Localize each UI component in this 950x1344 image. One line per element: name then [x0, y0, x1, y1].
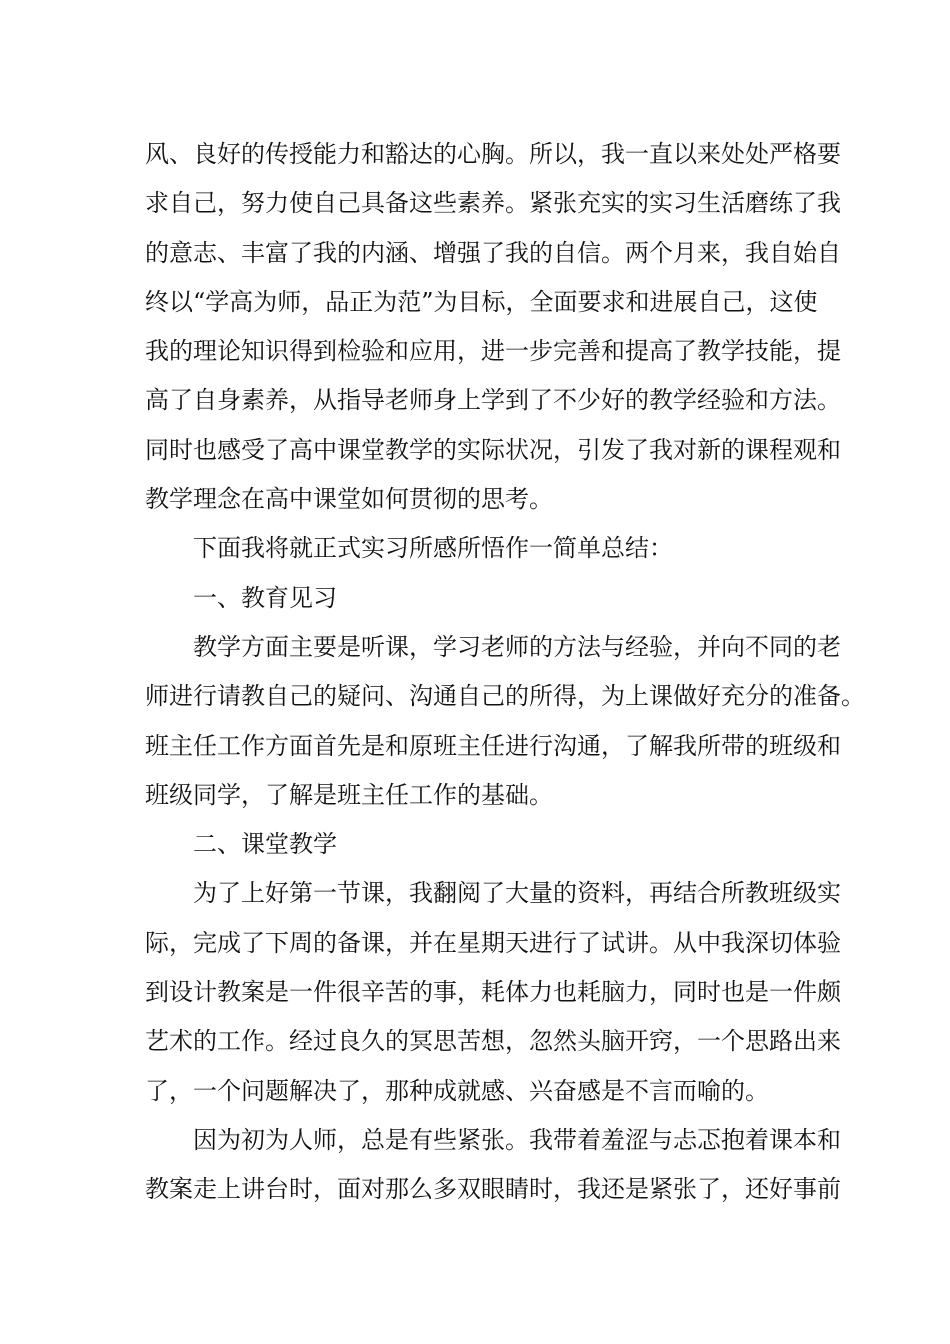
- text-line: 到设计教案是一件很辛苦的事，耗体力也耗脑力，同时也是一件颇: [145, 978, 841, 1007]
- text-line: 求自己，努力使自己具备这些素养。紧张充实的实习生活磨练了我: [145, 189, 841, 218]
- text-line-indented: 因为初为人师，总是有些紧张。我带着羞涩与忐忑抱着课本和: [193, 1125, 841, 1154]
- section-heading-2: 二、课堂教学: [193, 830, 337, 859]
- text-line: 同时也感受了高中课堂教学的实际状况，引发了我对新的课程观和: [145, 435, 841, 464]
- text-line: 艺术的工作。经过良久的冥思苦想，忽然头脑开窍，一个思路出来: [145, 1027, 841, 1056]
- text-line-indented: 教学方面主要是听课，学习老师的方法与经验，并向不同的老: [193, 632, 841, 661]
- text-line: 风、良好的传授能力和豁达的心胸。所以，我一直以来处处严格要: [145, 140, 841, 168]
- text-line: 班级同学，了解是班主任工作的基础。: [145, 780, 553, 809]
- text-line: 师进行请教自己的疑问、沟通自己的所得，为上课做好充分的准备。: [145, 682, 865, 711]
- text-line: 际，完成了下周的备课，并在星期天进行了试讲。从中我深切体验: [145, 928, 841, 957]
- document-body: [145, 130, 865, 1215]
- text-line: 终以“学高为师，品正为范”为目标，全面要求和进展自己，这使: [145, 287, 818, 316]
- text-line: 高了自身素养，从指导老师身上学到了不少好的教学经验和方法。: [145, 386, 841, 415]
- text-line: 教案走上讲台时，面对那么多双眼睛时，我还是紧张了，还好事前: [145, 1175, 841, 1204]
- text-line: 教学理念在高中课堂如何贯彻的思考。: [145, 485, 553, 514]
- text-line-indented: 为了上好第一节课，我翻阅了大量的资料，再结合所教班级实: [193, 879, 841, 908]
- text-line: 了，一个问题解决了，那种成就感、兴奋感是不言而喻的。: [145, 1076, 769, 1105]
- section-heading-1: 一、教育见习: [193, 583, 337, 612]
- text-line: 我的理论知识得到检验和应用，进一步完善和提高了教学技能，提: [145, 337, 841, 366]
- text-line-indented: 下面我将就正式实习所感所悟作一简单总结：: [193, 534, 673, 563]
- text-line: 的意志、丰富了我的内涵、增强了我的自信。两个月来，我自始自: [145, 238, 841, 267]
- text-line: 班主任工作方面首先是和原班主任进行沟通，了解我所带的班级和: [145, 731, 841, 760]
